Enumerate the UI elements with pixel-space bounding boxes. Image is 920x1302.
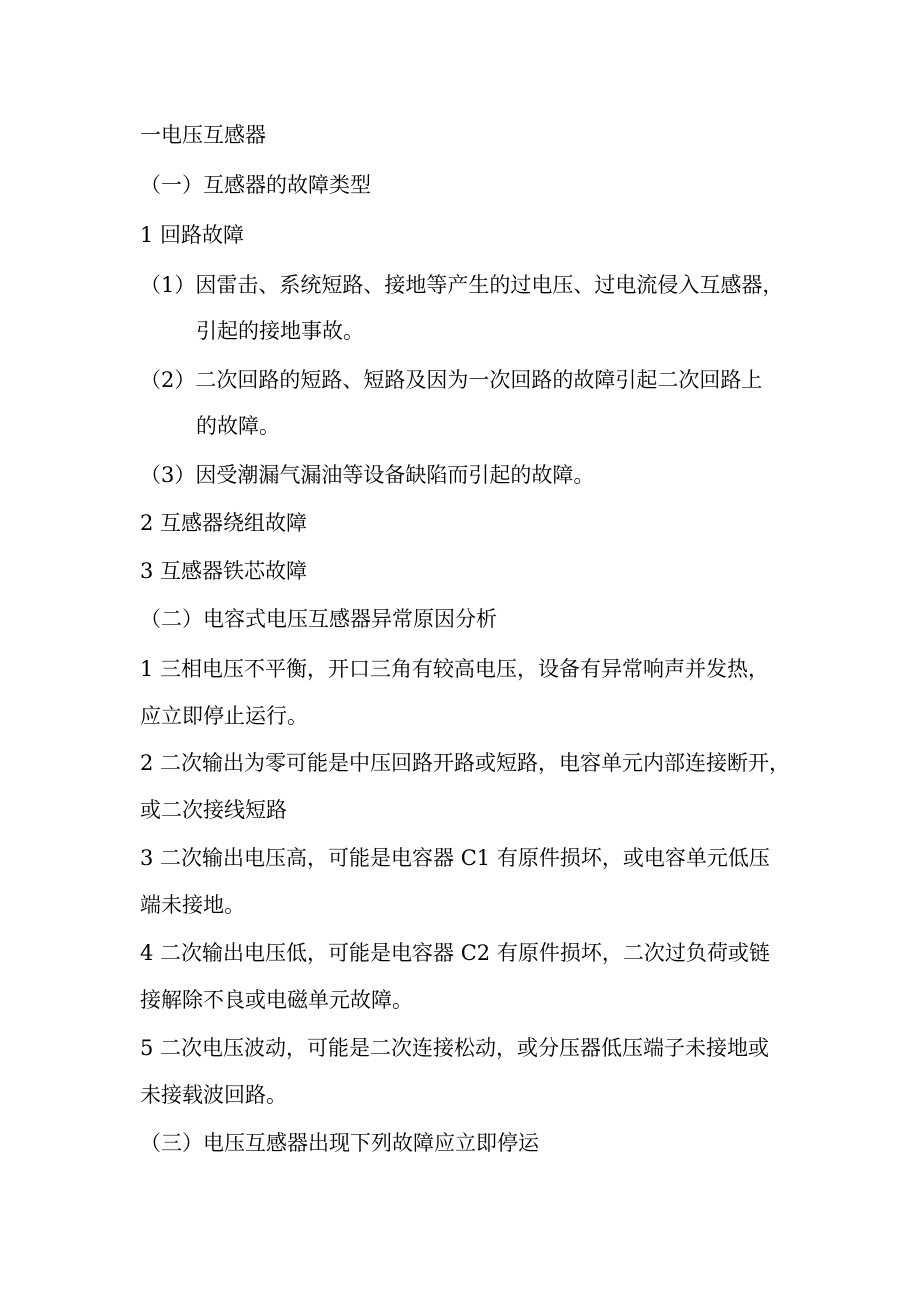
list-item-2: 2 互感器绕组故障 (140, 511, 308, 535)
sub-item-1-line-1: （1）因雷击、系统短路、接地等产生的过电压、过电流侵入互感器， (140, 273, 784, 297)
subsection-heading-3: （三）电压互感器出现下列故障应立即停运 (140, 1131, 539, 1155)
analysis-item-3-line-1: 3 二次输出电压高，可能是电容器 C1 有原件损坏，或电容单元低压 (140, 846, 770, 870)
analysis-item-5-line-1: 5 二次电压波动，可能是二次连接松动，或分压器低压端子未接地或 (140, 1036, 770, 1060)
analysis-item-3-line-2: 端未接地。 (140, 893, 245, 917)
section-title: 一电压互感器 (140, 123, 266, 147)
list-item-3: 3 互感器铁芯故障 (140, 559, 308, 583)
analysis-item-1-line-1: 1 三相电压不平衡，开口三角有较高电压，设备有异常响声并发热， (140, 657, 770, 681)
analysis-item-5-line-2: 未接载波回路。 (140, 1083, 287, 1107)
sub-item-2-line-2: 的故障。 (196, 414, 280, 438)
analysis-item-2-line-2: 或二次接线短路 (140, 798, 287, 822)
analysis-item-4-line-2: 接解除不良或电磁单元故障。 (140, 988, 413, 1012)
sub-item-1-line-2: 引起的接地事故。 (196, 319, 364, 343)
list-item-1: 1 回路故障 (140, 223, 245, 247)
subsection-heading-2: （二）电容式电压互感器异常原因分析 (140, 607, 497, 631)
sub-item-3-line-1: （3）因受潮漏气漏油等设备缺陷而引起的故障。 (140, 463, 595, 487)
subsection-heading-1: （一）互感器的故障类型 (140, 173, 371, 197)
analysis-item-1-line-2: 应立即停止运行。 (140, 704, 308, 728)
analysis-item-4-line-1: 4 二次输出电压低，可能是电容器 C2 有原件损坏，二次过负荷或链 (140, 941, 770, 965)
analysis-item-2-line-1: 2 二次输出为零可能是中压回路开路或短路，电容单元内部连接断开， (140, 751, 791, 775)
sub-item-2-line-1: （2）二次回路的短路、短路及因为一次回路的故障引起二次回路上 (140, 368, 763, 392)
